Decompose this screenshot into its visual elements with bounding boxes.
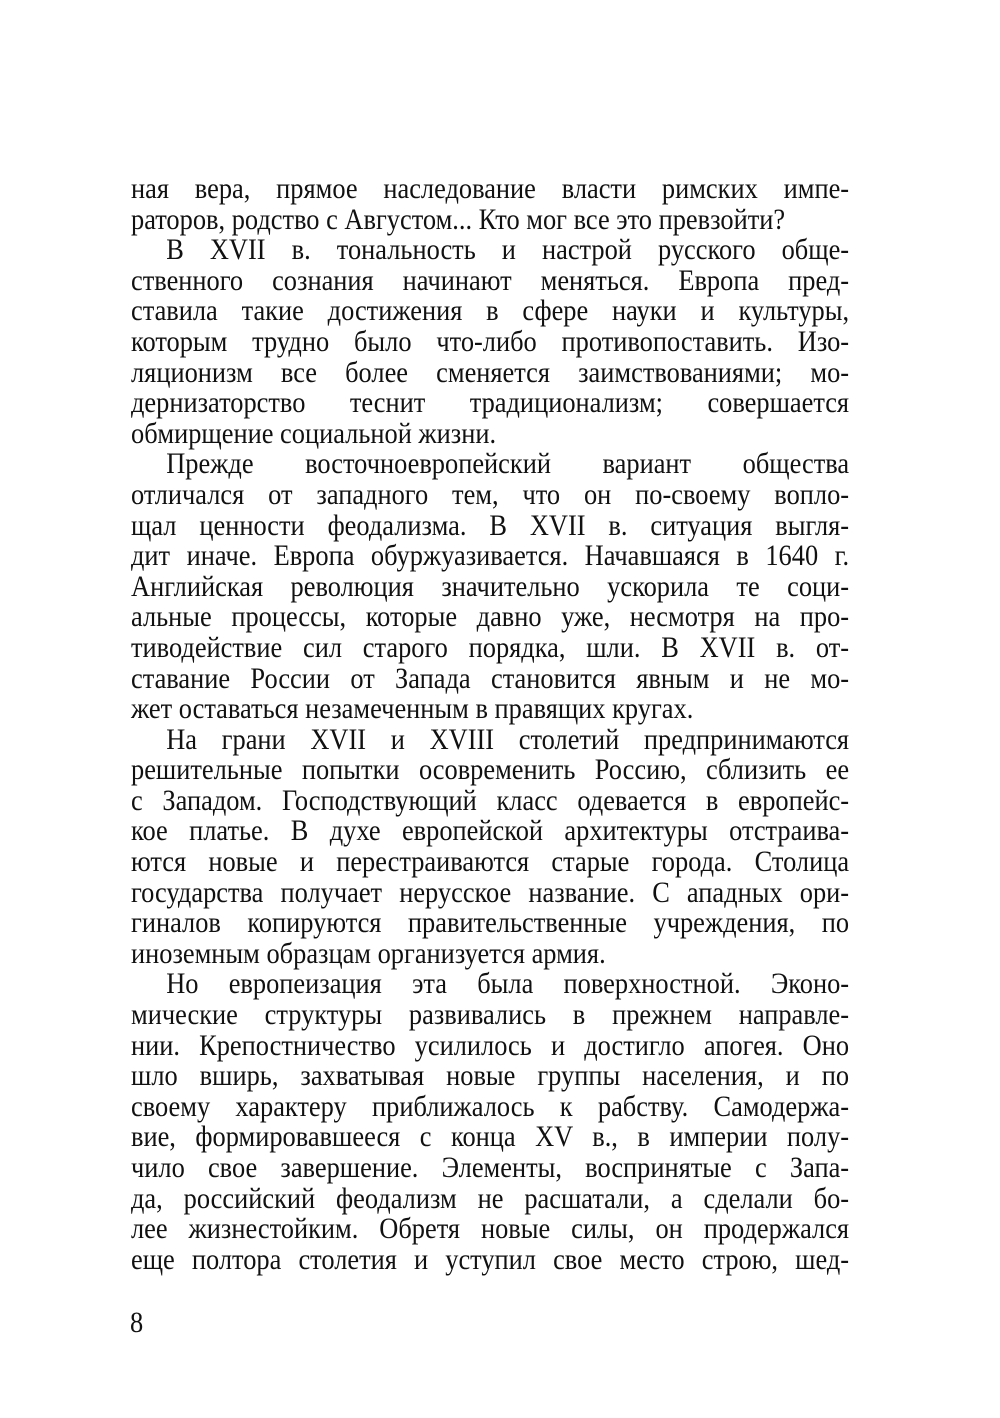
text-line: ная вера, прямое наследование власти римских импе- <box>131 172 850 205</box>
text-line: государства получает нерусское название. С ападных ори- <box>131 875 850 909</box>
text-line: ставание России от Запада становится явным и не мо- <box>131 661 850 695</box>
text-line: гиналов копируются правительственные учреждения, по <box>131 906 850 940</box>
text-line: жет оставаться незамеченным в правящих кругах. <box>131 692 694 726</box>
page-number: 8 <box>130 1306 144 1339</box>
text-line: шло вширь, захватывая новые группы населения, и по <box>131 1059 850 1093</box>
text-line: чило свое завершение. Элементы, воспринятые с Запа- <box>131 1151 850 1184</box>
text-line: тиводействие сил старого порядка, шли. В XVII в. от- <box>131 630 850 664</box>
paragraph <box>131 722 850 970</box>
text-line: дернизаторство теснит традиционализм; совершается <box>131 386 850 420</box>
text-line: дит иначе. Европа обуржуазивается. Начавшаяся в 1640 г. <box>131 539 850 573</box>
text-line: нии. Крепостничество усилилось и достигло апогея. Оно <box>131 1028 850 1062</box>
text-line: щал ценности феодализма. В XVII в. ситуация выгля- <box>131 508 850 542</box>
paragraph <box>131 235 849 449</box>
text-line: мические структуры развивались в прежнем направле- <box>131 998 850 1032</box>
paragraph <box>131 969 849 1275</box>
text-line: Но европеизация эта была поверхностной. Эконо- <box>166 967 850 1001</box>
text-line: с Западом. Господствующий класс одевается в европейс- <box>131 783 850 817</box>
text-line: ются новые и перестраиваются старые города. Столица <box>131 845 850 879</box>
text-line: отличался от западного тем, что он по-своему вопло- <box>131 477 850 511</box>
text-line: Английская революция значительно ускорила те соци- <box>131 569 850 603</box>
text-line: иноземным образцам организуется армия. <box>131 936 606 970</box>
text-line: еще полтора столетия и уступил свое место строю, шед- <box>131 1242 850 1276</box>
text-line: лее жизнестойким. Обретя новые силы, он продержался <box>131 1212 850 1246</box>
text-line: своему характеру приближалось к рабству. Самодержа- <box>131 1089 850 1123</box>
text-line: На грани XVII и XVIII столетий предпринимаются <box>166 722 850 756</box>
text-line: ставила такие достижения в сфере науки и культуры, <box>131 294 850 328</box>
text-line: да, российский феодализм не расшатали, а сделали бо- <box>131 1181 850 1215</box>
paragraph <box>131 174 849 235</box>
paragraph <box>131 449 849 724</box>
text-line: вие, формировавшееся с конца XV в., в империи полу- <box>131 1120 850 1154</box>
text-line: обмирщение социальной жизни. <box>131 416 497 450</box>
text-line: кое платье. В духе европейской архитектуры отстраива- <box>131 814 850 848</box>
text-line: которым трудно было что-либо противопоставить. Изо- <box>131 324 850 358</box>
text-line: решительные попытки осовременить Россию, сблизить ее <box>131 753 850 787</box>
text-line: Прежде восточноевропейский вариант общества <box>166 447 850 481</box>
text-line: В XVII в. тональность и настрой русского обще- <box>166 233 850 267</box>
text-line: ляционизм все более сменяется заимствованиями; мо- <box>131 355 850 389</box>
text-line: раторов, родство с Августом... Кто мог все это превзойти? <box>131 202 786 236</box>
text-line: альные процессы, которые давно уже, несмотря на про- <box>131 600 850 634</box>
text-line: ственного сознания начинают меняться. Европа пред- <box>131 263 850 297</box>
body-text <box>131 174 849 1275</box>
